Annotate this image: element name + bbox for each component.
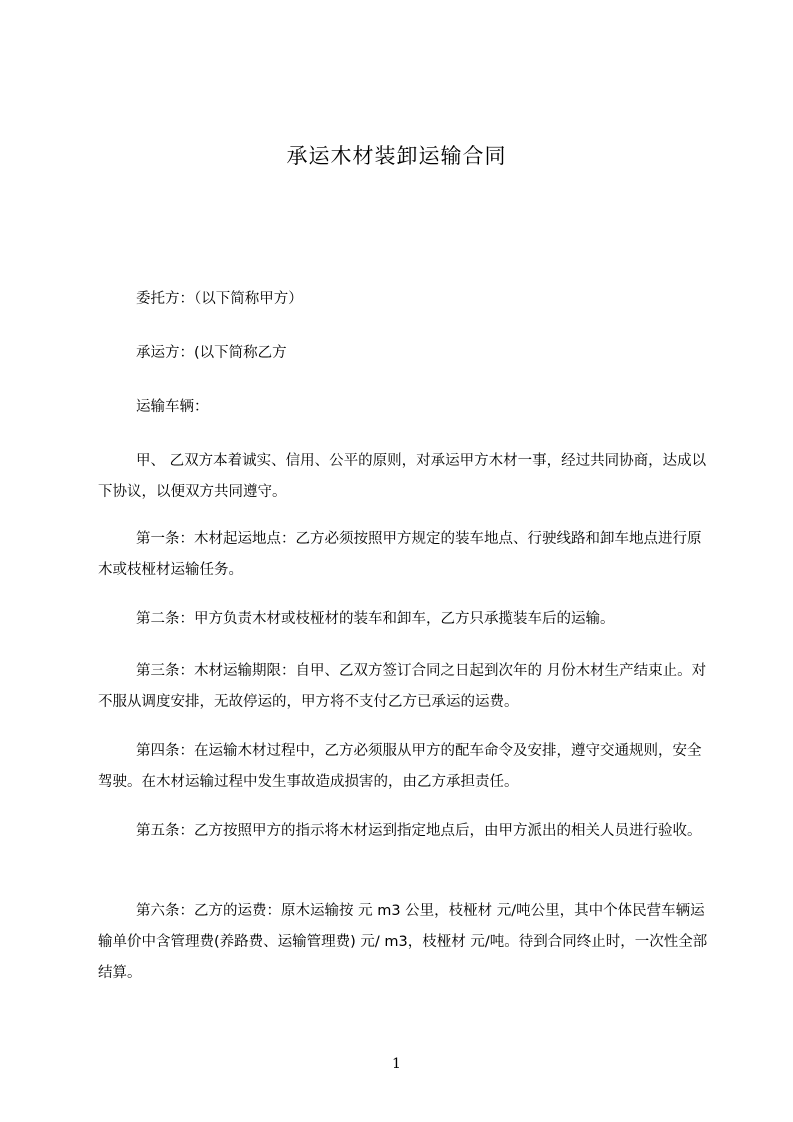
paragraph-client: 委托方：（以下简称甲方） xyxy=(136,291,303,307)
paragraph-carrier: 承运方：(以下简称乙方 xyxy=(136,345,287,361)
paragraph-article-3: 第三条：木材运输期限：自甲、乙双方签订合同之日起到次年的 月份木材生产结束止。对不服从调度安排，无故停运的，甲方将不支付乙方已承运的运费。 xyxy=(98,663,707,710)
page-number: 1 xyxy=(392,1056,401,1072)
document-title: 承运木材装卸运输合同 xyxy=(286,144,507,168)
paragraph-article-4: 第四条：在运输木材过程中，乙方必须服从甲方的配车命令及安排，遵守交通规则，安全驾驶。在木材运输过程中发生事故造成损害的，由乙方承担责任。 xyxy=(98,743,702,790)
paragraph-article-1: 第一条：木材起运地点：乙方必须按照甲方规定的装车地点、行驶线路和卸车地点进行原木或枝桠材运输任务。 xyxy=(98,531,702,578)
paragraph-article-5: 第五条：乙方按照甲方的指示将木材运到指定地点后，由甲方派出的相关人员进行验收。 xyxy=(136,823,702,839)
paragraph-article-2: 第二条：甲方负责木材或枝桠材的装车和卸车，乙方只承揽装车后的运输。 xyxy=(136,611,615,627)
paragraph-vehicle: 运输车辆： xyxy=(136,399,209,415)
paragraph-article-6: 第六条：乙方的运费：原木运输按 元 m3 公里，枝桠材 元/吨公里，其中个体民营车辆运输单价中含管理费(养路费、运输管理费) 元/ m3，枝桠材 元/吨。待到合同终止时，一次性全部结算。 xyxy=(98,903,708,981)
paragraph-preamble: 甲、 乙双方本着诚实、信用、公平的原则，对承运甲方木材一事，经过共同协商，达成以下协议，以便双方共同遵守。 xyxy=(98,453,707,500)
